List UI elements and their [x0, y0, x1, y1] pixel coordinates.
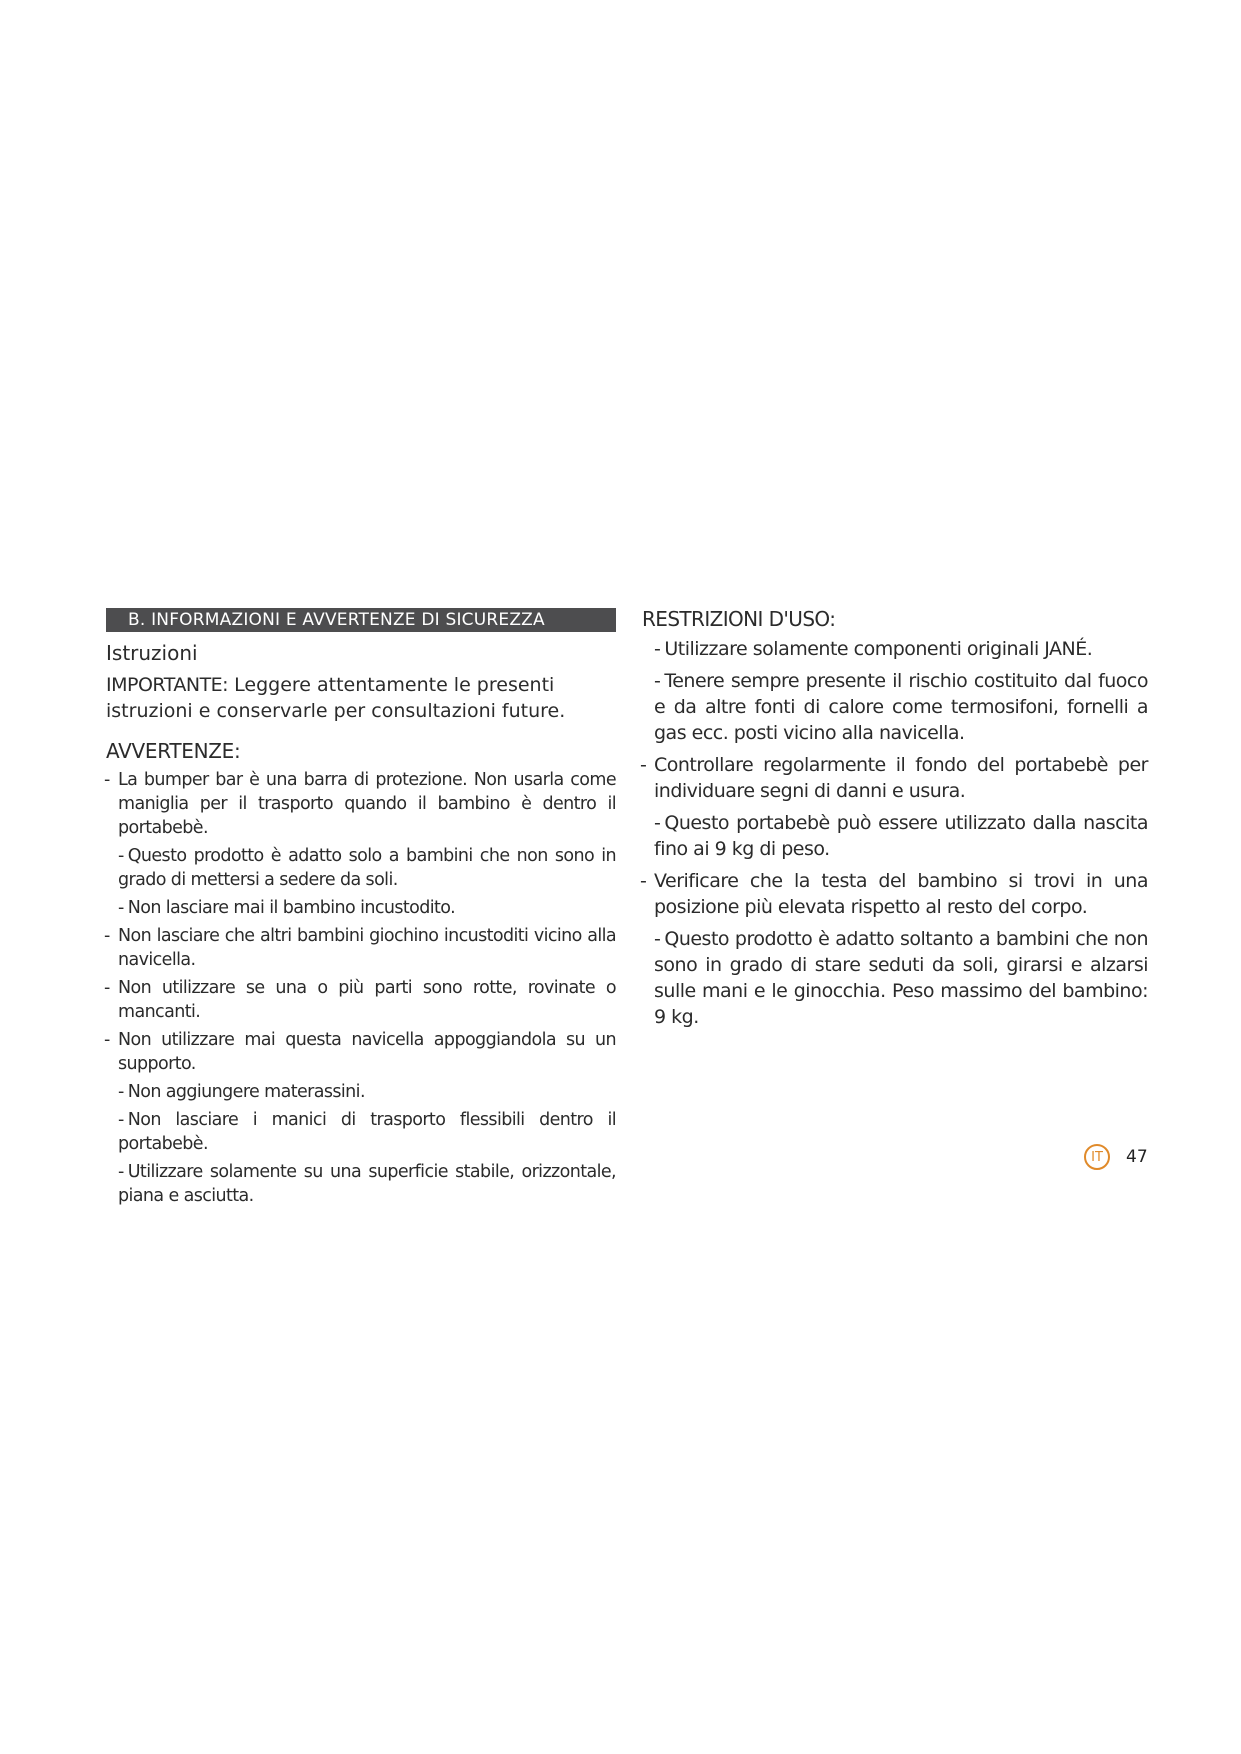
- right-column: [642, 606, 1148, 1036]
- restriction-item: - Tenere sempre presente il rischio costituito dal fuoco e da altre fonti di calore come termosifoni, fornelli a gas ecc. posti vicino alla navicella.: [654, 670, 1148, 744]
- language-badge-icon: IT: [1084, 1144, 1110, 1170]
- warning-item: - Non lasciare che altri bambini giochino incustoditi vicino alla navicella.: [104, 926, 616, 970]
- warnings-list: [106, 768, 616, 1208]
- page-number: 47: [1126, 1147, 1148, 1167]
- instructions-heading: Istruzioni: [106, 641, 198, 665]
- warning-item: - Non utilizzare se una o più parti sono rotte, rovinate o mancanti.: [104, 978, 616, 1022]
- warning-item: - La bumper bar è una barra di protezione. Non usarla come maniglia per il trasporto quando il bambino è dentro il portabebè.: [104, 770, 616, 838]
- important-text: Leggere attentamente le presenti istruzioni e conservarle per consultazioni future.: [106, 674, 566, 722]
- left-column: [106, 606, 616, 1212]
- restriction-item: - Utilizzare solamente componenti originali JANÉ.: [654, 638, 1093, 660]
- restriction-item: - Questo portabebè può essere utilizzato dalla nascita fino ai 9 kg di peso.: [654, 812, 1148, 860]
- restriction-item: - Verificare che la testa del bambino si trovi in una posizione più elevata rispetto al resto del corpo.: [640, 870, 1148, 918]
- section-title: B. INFORMAZIONI E AVVERTENZE DI SICUREZZA: [106, 608, 616, 632]
- restrictions-list: [642, 636, 1148, 1030]
- warnings-heading: AVVERTENZE:: [106, 739, 241, 763]
- restrictions-heading: RESTRIZIONI D'USO:: [642, 607, 836, 631]
- important-notice: [106, 672, 616, 724]
- warning-item: - Non utilizzare mai questa navicella appoggiandola su un supporto.: [104, 1030, 616, 1074]
- page-footer: [1084, 1144, 1148, 1170]
- restriction-item: - Controllare regolarmente il fondo del portabebè per individuare segni di danni e usura.: [640, 754, 1148, 802]
- warning-item: - Non lasciare mai il bambino incustodito.: [118, 898, 456, 918]
- warning-item: - Utilizzare solamente su una superficie stabile, orizzontale, piana e asciutta.: [118, 1162, 616, 1206]
- warning-item: - Questo prodotto è adatto solo a bambini che non sono in grado di mettersi a sedere da soli.: [118, 846, 616, 890]
- warning-item: - Non aggiungere materassini.: [118, 1082, 365, 1102]
- warning-item: - Non lasciare i manici di trasporto flessibili dentro il portabebè.: [118, 1110, 616, 1154]
- important-label: IMPORTANTE:: [106, 674, 229, 696]
- restriction-item: - Questo prodotto è adatto soltanto a bambini che non sono in grado di stare seduti da soli, girarsi e alzarsi sulle mani e le ginocchia. Peso massimo del bambino: 9 kg.: [654, 928, 1148, 1028]
